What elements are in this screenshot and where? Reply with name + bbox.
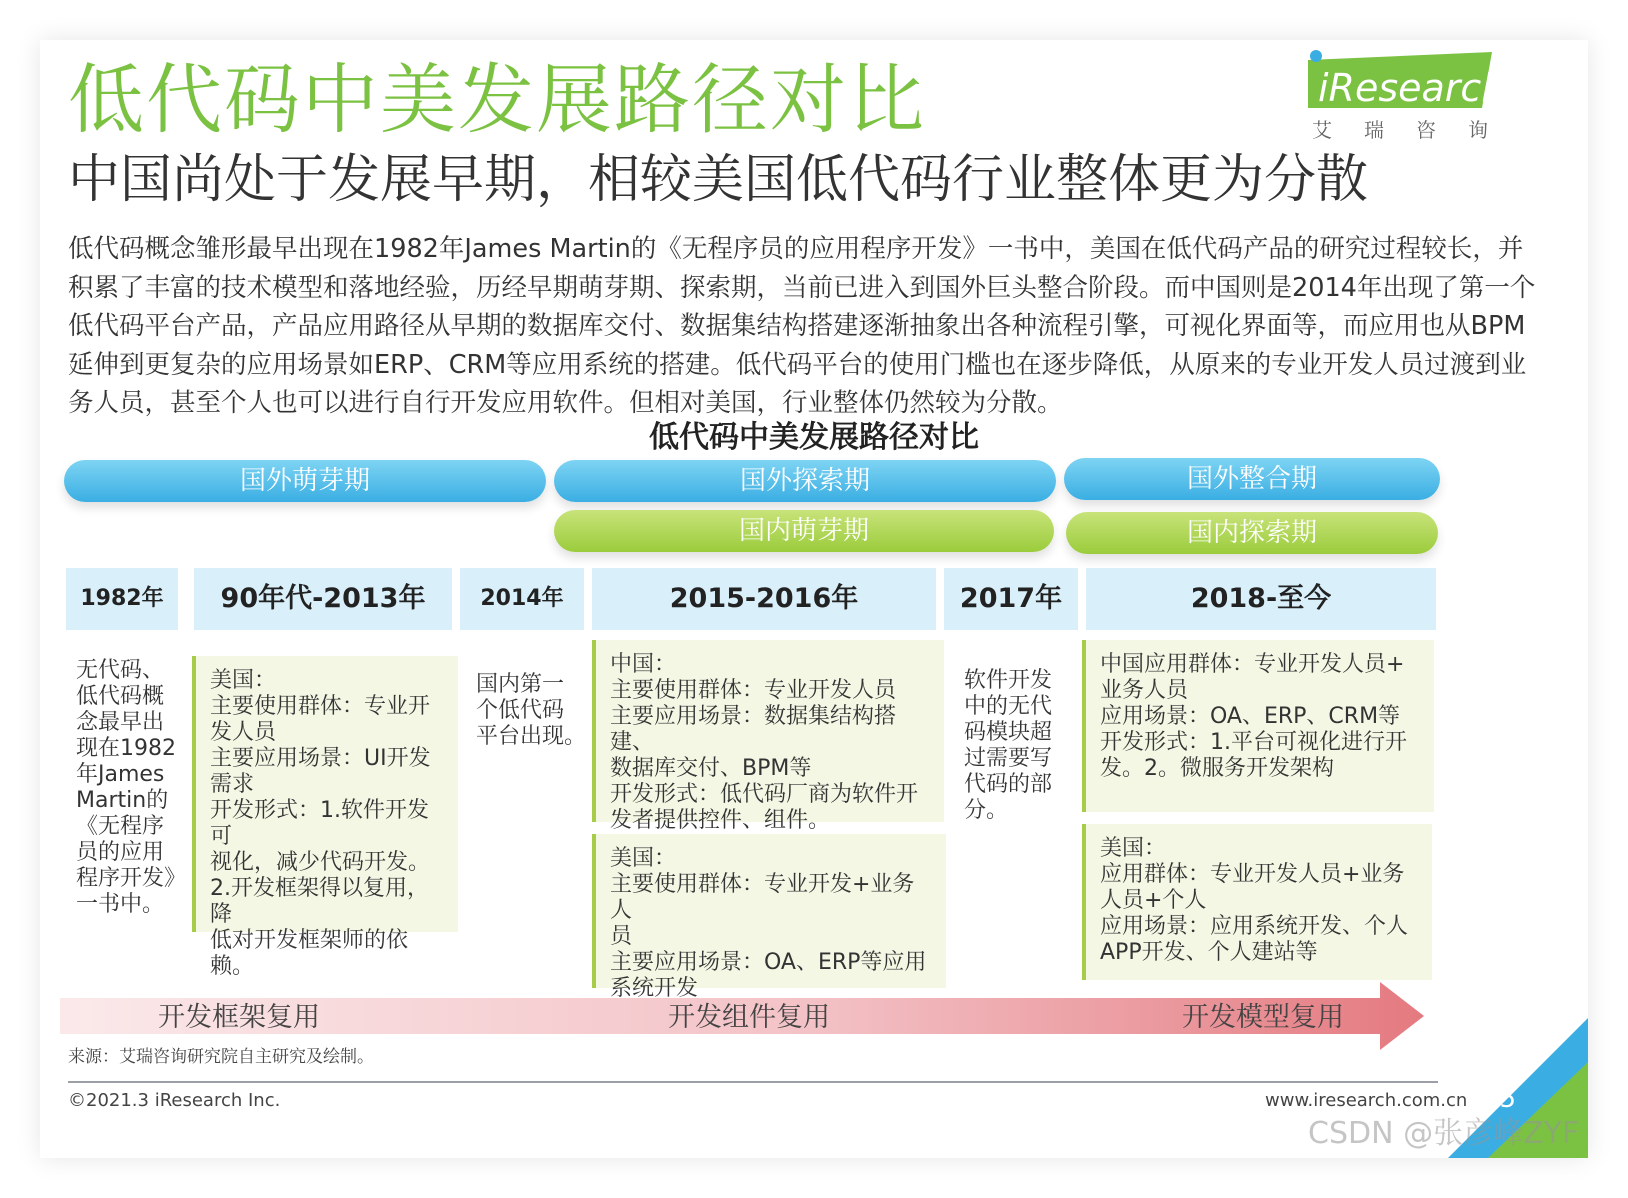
text-line: 国内第一: [476, 672, 565, 697]
phase-domestic-sprout: 国内萌芽期: [554, 510, 1054, 552]
era-2018-now: 2018-至今: [1086, 568, 1436, 630]
text-line: 程序开发》: [76, 866, 187, 891]
text-line: 低对开发框架师的依赖。: [210, 928, 409, 979]
era-1982: 1982年: [66, 568, 178, 630]
era-90s-2013: 90年代-2013年: [194, 568, 452, 630]
text-line: 发人员: [210, 720, 277, 745]
page-title: 低代码中美发展路径对比: [68, 55, 926, 144]
diagram-title: 低代码中美发展路径对比: [649, 420, 979, 455]
text-line: 主要应用场景：OA、ERP等应用: [610, 950, 927, 975]
era-2015-2016: 2015-2016年: [592, 568, 936, 630]
era-2017: 2017年: [944, 568, 1078, 630]
text-line: 开发形式：1.软件开发可: [210, 798, 429, 849]
text-line: 数据库交付、BPM等: [610, 756, 812, 781]
text-line: 视化，减少代码开发。: [210, 850, 431, 875]
phase-foreign-explore: 国外探索期: [554, 460, 1056, 502]
phase-foreign-sprout: 国外萌芽期: [64, 460, 546, 502]
box-cn-2015: [592, 640, 944, 833]
text-line: 中国：: [610, 652, 677, 677]
text-line: 低代码概: [76, 684, 165, 709]
text-line: 开发形式：低代码厂商为软件开: [610, 782, 919, 807]
text-line: APP开发、个人建站等: [1100, 940, 1318, 965]
era-2014: 2014年: [460, 568, 584, 630]
arrow-label-framework: 开发框架复用: [158, 1002, 320, 1033]
logo-wordmark: iResearch: [1318, 66, 1506, 110]
text-line: 发。2。微服务开发架构: [1100, 756, 1334, 781]
text-line: 《无程序: [76, 814, 165, 839]
text-line: 需求: [210, 772, 255, 797]
text-line: 2.开发框架得以复用，降: [210, 876, 429, 927]
text-2017: [964, 668, 1074, 824]
text-line: 念最早出: [76, 710, 165, 735]
text-line: 主要使用群体：专业开发人员: [610, 678, 897, 703]
text-line: 码模块超: [964, 720, 1053, 745]
arrow-label-component: 开发组件复用: [668, 1002, 830, 1033]
text-line: 年James: [76, 762, 165, 787]
page-number: 15: [1483, 1084, 1517, 1114]
text-line: 应用场景：应用系统开发、个人: [1100, 914, 1409, 939]
text-line: 美国：: [1100, 836, 1167, 861]
text-line: 过需要写: [964, 746, 1053, 771]
text-line: 平台出现。: [476, 724, 587, 749]
website-url: www.iresearch.com.cn: [1265, 1090, 1468, 1111]
text-line: 发者提供控件、组件。: [610, 808, 831, 833]
text-line: 一书中。: [76, 892, 165, 917]
intro-paragraph: 低代码概念雏形最早出现在1982年James Martin的《无程序员的应用程序开发》一书中，美国在低代码产品的研究过程较长，并积累了丰富的技术模型和落地经验，历经早期萌芽期、探索期，当前已进入到国外巨头整合阶段。而中国则是2014年出现了第一个低代码平台产品，产品应用路径从早期的数据库交付、数据集结构搭建逐渐抽象出各种流程引擎，可视化界面等，而应用也从BPM延伸到更复杂的应用场景如ERP、CRM等应用系统的搭建。低代码平台的使用门槛也在逐步降低，从原来的专业开发人员过渡到业务人员，甚至个人也可以进行自行开发应用软件。但相对美国，行业整体仍然较为分散。: [68, 234, 1536, 419]
text-line: 应用群体：专业开发人员+业务: [1100, 862, 1405, 887]
box-cn-2018: [1082, 640, 1434, 812]
box-us-2018: [1082, 824, 1432, 980]
arrow-label-model: 开发模型复用: [1182, 1002, 1344, 1033]
phase-foreign-integrate: 国外整合期: [1064, 458, 1440, 500]
text-2014: [476, 672, 588, 750]
text-line: 开发形式：1.平台可视化进行开: [1100, 730, 1407, 755]
text-line: 美国：: [210, 668, 277, 693]
text-line: 业务人员: [1100, 678, 1189, 703]
text-line: Martin的: [76, 788, 169, 813]
text-line: 员的应用: [76, 840, 165, 865]
footer-divider: [68, 1081, 1438, 1083]
text-line: 代码的部: [964, 772, 1053, 797]
text-line: 员: [610, 924, 633, 949]
phase-domestic-explore: 国内探索期: [1066, 512, 1438, 554]
box-us-2015: [592, 834, 946, 1001]
text-line: 主要应用场景：UI开发: [210, 746, 431, 771]
text-line: 中国应用群体：专业开发人员+: [1100, 652, 1405, 677]
text-line: 主要使用群体：专业开发+业务人: [610, 872, 915, 923]
text-line: 个低代码: [476, 698, 565, 723]
text-line: 主要应用场景：数据集结构搭建、: [610, 704, 897, 755]
copyright: ©2021.3 iResearch Inc.: [68, 1090, 281, 1111]
text-line: 主要使用群体：专业开: [210, 694, 431, 719]
text-line: 软件开发: [964, 668, 1053, 693]
page-subtitle: 中国尚处于发展早期，相较美国低代码行业整体更为分散: [68, 150, 1369, 210]
text-line: 中的无代: [964, 694, 1053, 719]
text-line: 人员+个人: [1100, 888, 1207, 913]
report-slide: [40, 40, 1588, 1158]
text-line: 现在1982: [76, 736, 176, 761]
text-line: 美国：: [610, 846, 677, 871]
text-line: 应用场景：OA、ERP、CRM等: [1100, 704, 1401, 729]
box-us-90s: [192, 656, 458, 979]
text-line: 分。: [964, 798, 1009, 823]
logo-chinese-name: 艾瑞咨询: [1312, 118, 1520, 142]
text-line: 系统开发: [610, 976, 699, 1001]
csdn-watermark: CSDN @张彦峰ZYF: [1308, 1116, 1580, 1151]
text-1982: [76, 658, 186, 918]
source-note: 来源：艾瑞咨询研究院自主研究及绘制。: [68, 1047, 374, 1067]
text-line: 无代码、: [76, 658, 165, 683]
